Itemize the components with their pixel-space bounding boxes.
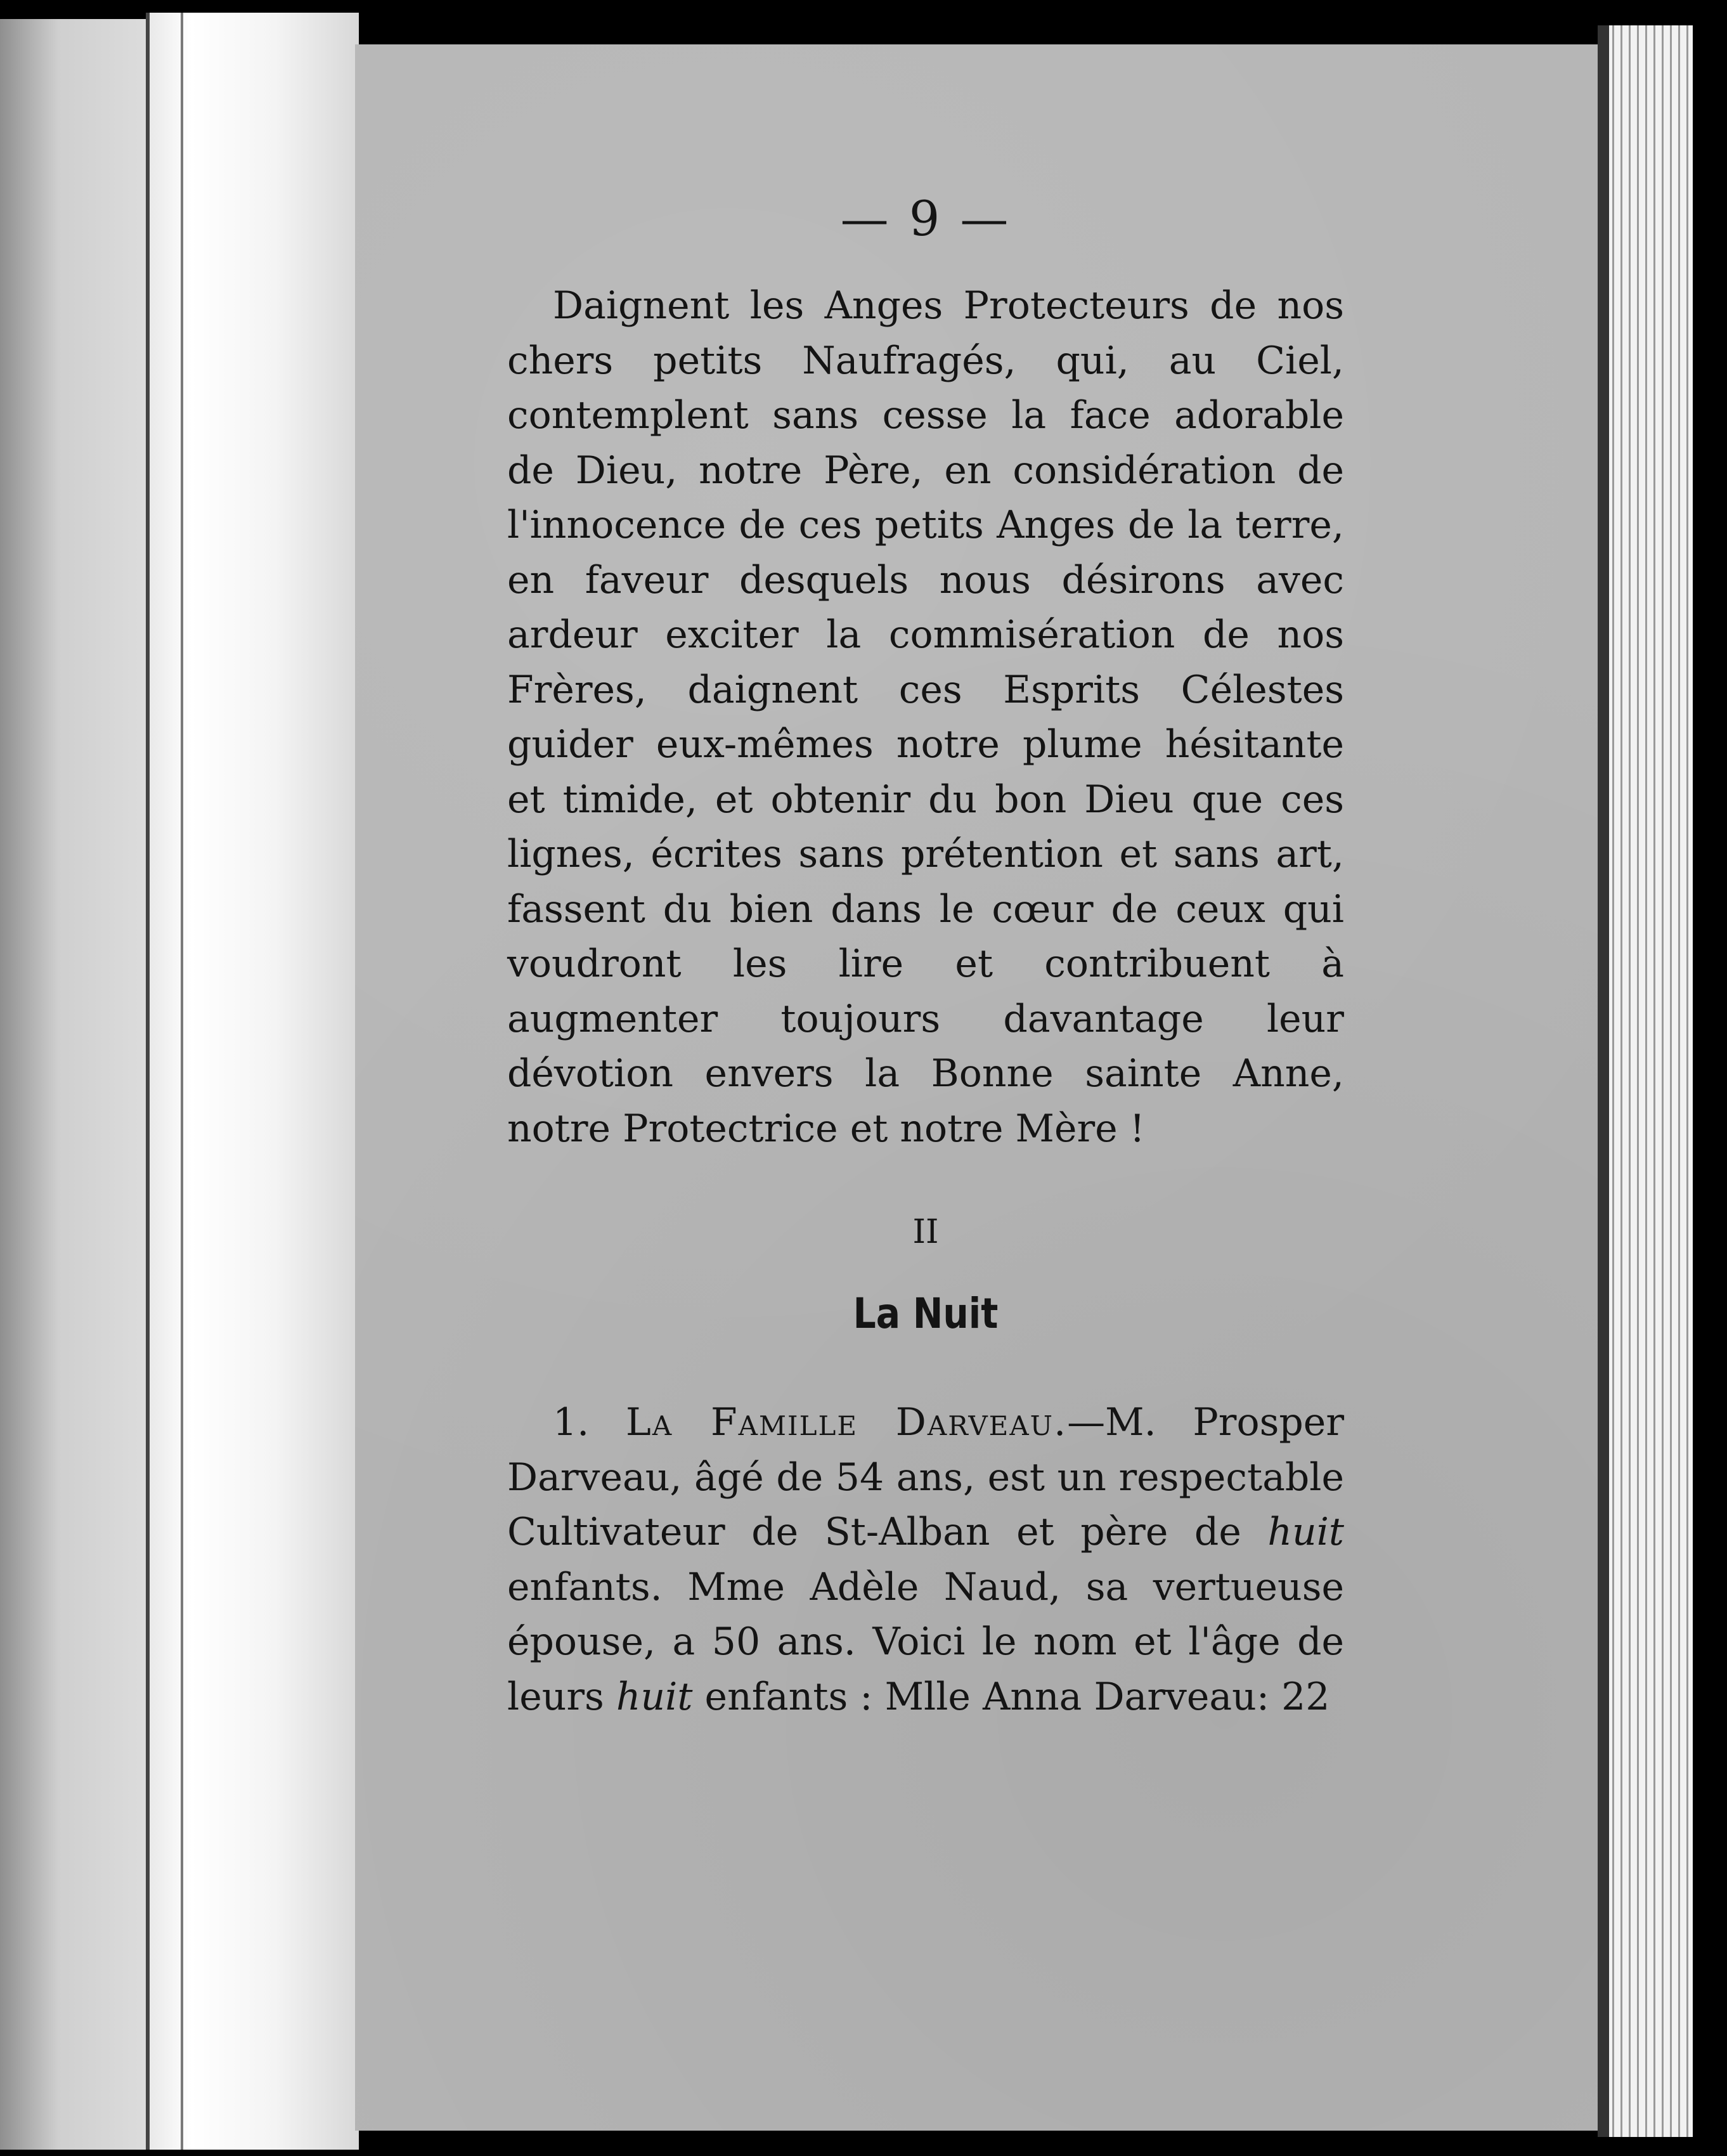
family-text-a: M. Prosper Darveau, âgé de 54 ans, est un respectable Cultivateur de St-Alban et père de — [507, 1400, 1344, 1554]
emphasis-huit-2: huit — [616, 1674, 693, 1719]
family-title: La Famille Darveau. — [626, 1400, 1068, 1445]
opening-paragraph: Daignent les Anges Protecteurs de nos chers petits Naufragés, qui, au Ciel, contemplent sans cesse la face adorable de Dieu, notre Père, en considération de l'innocence de ces petits Anges de la terre, en faveur desquels nous désirons avec ardeur exciter la commisération de nos Frères, daignent ces Esprits Célestes guider eux-mêmes notre plume hésitante et timide, et obtenir du bon Dieu que ces lignes, écrites sans prétention et sans art, fassent du bien dans le cœur de ceux qui voudront les lire et contribuent à augmenter toujours davantage leur dévotion envers la Bonne sainte Anne, notre Protectrice et notre Mère ! — [507, 283, 1344, 1151]
page-text — [507, 190, 1344, 1724]
left-facing-page — [0, 19, 146, 2150]
gutter-fold-line — [181, 13, 183, 2150]
book-gutter — [146, 13, 359, 2150]
page-edges — [1598, 25, 1693, 2137]
section-heading: La Nuit — [853, 1289, 999, 1338]
family-text-c: enfants : Mlle Anna Darveau: 22 — [692, 1674, 1330, 1719]
emphasis-huit-1: huit — [1267, 1510, 1344, 1554]
page-edge-shadow — [1598, 25, 1609, 2137]
item-number: 1. — [553, 1400, 590, 1445]
title-dash: — — [1067, 1400, 1106, 1445]
page-number: — 9 — — [840, 190, 1011, 247]
section-numeral: II — [912, 1213, 939, 1251]
family-paragraph — [507, 1395, 1344, 1724]
family-text-b: enfants. Mme Adèle Naud, sa vertueuse épouse, a 50 ans. Voici le nom et l'âge de leurs — [507, 1564, 1344, 1719]
